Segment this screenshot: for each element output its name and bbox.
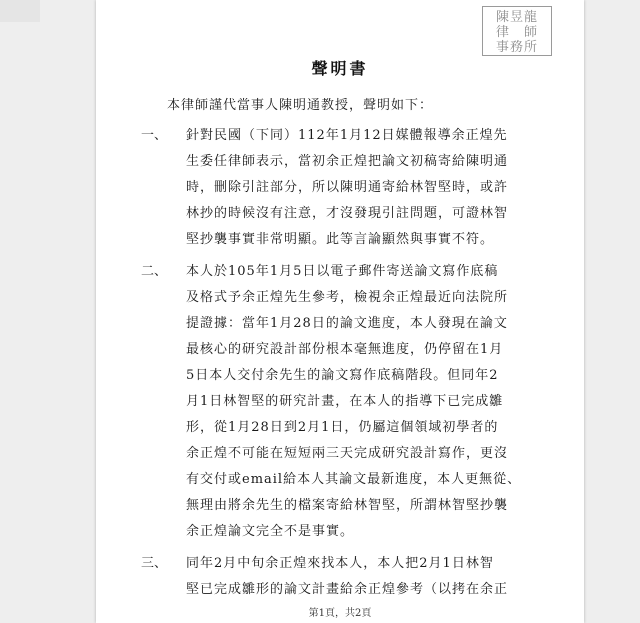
section-line: 無理由將余先生的檔案寄給林智堅，所謂林智堅抄襲 [186,498,509,513]
scan-margin-left [0,0,96,623]
section-line: 生委任律師表示，當初余正煌把論文初稿寄給陳明通 [186,154,509,169]
section-number: 一、 [141,128,168,143]
document-page [96,0,584,623]
section-line: 形，從1月28日到2月1日，仍屬這個領域初學者的 [186,420,499,435]
scan-artifact [0,0,40,22]
section-line: 提證據：當年1月28日的論文進度，本人發現在論文 [186,316,508,331]
section-line: 堅抄襲事實非常明顯。此等言論顯然與事實不符。 [186,232,495,247]
law-firm-stamp [482,6,552,56]
stamp-line: 陳昱龍 [495,10,538,25]
section-line: 及格式予余正煌先生參考，檢視余正煌最近向法院所 [186,290,509,305]
section-line: 時，刪除引註部分，所以陳明通寄給林智堅時，或許 [186,180,509,195]
section-line: 余正煌論文完全不是事實。 [186,524,355,539]
section-number: 三、 [141,556,168,571]
section-line: 月1日林智堅的研究計畫，在本人的指導下已完成雛 [186,394,504,409]
section-line: 林抄的時候沒有注意，才沒發現引註問題，可證林智 [186,206,509,221]
section-number: 二、 [141,264,168,279]
page-footer: 第1頁，共2頁 [308,608,372,619]
section-line: 同年2月中旬余正煌來找本人，本人把2月1日林智 [186,556,494,571]
section-line: 最核心的研究設計部份根本毫無進度，仍停留在1月 [186,342,504,357]
document-title: 聲明書 [311,59,369,78]
section-line: 堅已完成雛形的論文計畫給余正煌參考（以拷在余正 [186,582,509,597]
stamp-line: 事務所 [495,40,538,55]
section-line: 5日本人交付余先生的論文寫作底稿階段。但同年2 [186,368,499,383]
section-line: 本人於105年1月5日以電子郵件寄送論文寫作底稿 [186,264,499,279]
scan-margin-right [584,0,640,623]
stamp-line: 律 師 [495,25,538,40]
intro-line: 本律師謹代當事人陳明通教授，聲明如下： [167,98,434,113]
section-line: 有交付或email給本人其論文最新進度，本人更無從、 [186,472,522,487]
section-line: 余正煌不可能在短短兩三天完成研究設計寫作，更沒 [186,446,509,461]
section-line: 針對民國（下同）112年1月12日媒體報導余正煌先 [186,128,508,143]
